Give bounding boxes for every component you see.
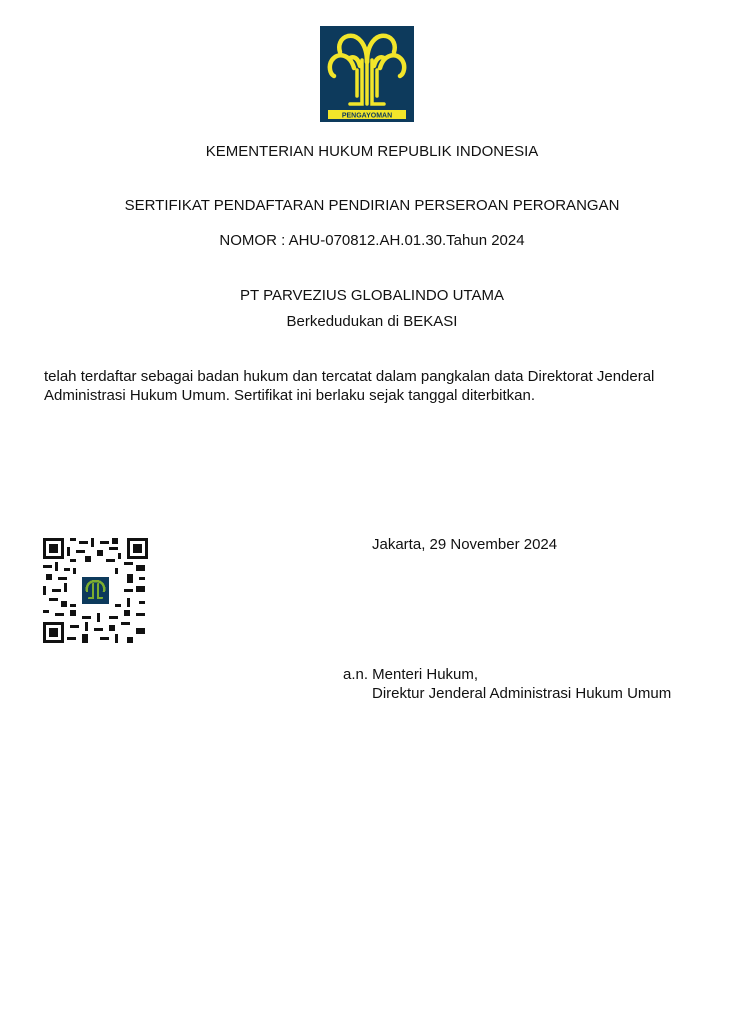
signing-place-date: Jakarta, 29 November 2024: [372, 536, 558, 553]
certificate-number: NOMOR : AHU-070812.AH.01.30.Tahun 2024: [219, 232, 525, 249]
logo-caption: PENGAYOMAN: [341, 112, 393, 120]
qr-code-icon: [43, 538, 148, 643]
company-domicile: Berkedudukan di BEKASI: [286, 313, 458, 330]
ministry-name: KEMENTERIAN HUKUM REPUBLIK INDONESIA: [205, 143, 539, 160]
signatory-title: Direktur Jenderal Administrasi Hukum Umum: [372, 685, 672, 702]
registration-statement: [44, 367, 694, 405]
certificate-title: SERTIFIKAT PENDAFTARAN PENDIRIAN PERSEROAN PERORANGAN: [124, 197, 620, 214]
statement-line: telah terdaftar sebagai badan hukum dan tercatat dalam pangkalan data Direktorat Jenderal: [44, 368, 655, 385]
signature-on-behalf: a.n. Menteri Hukum,: [343, 666, 479, 683]
company-name: PT PARVEZIUS GLOBALINDO UTAMA: [240, 287, 504, 304]
pengayoman-logo-icon: [320, 26, 414, 122]
statement-line: Administrasi Hukum Umum. Sertifikat ini berlaku sejak tanggal diterbitkan.: [44, 387, 536, 404]
